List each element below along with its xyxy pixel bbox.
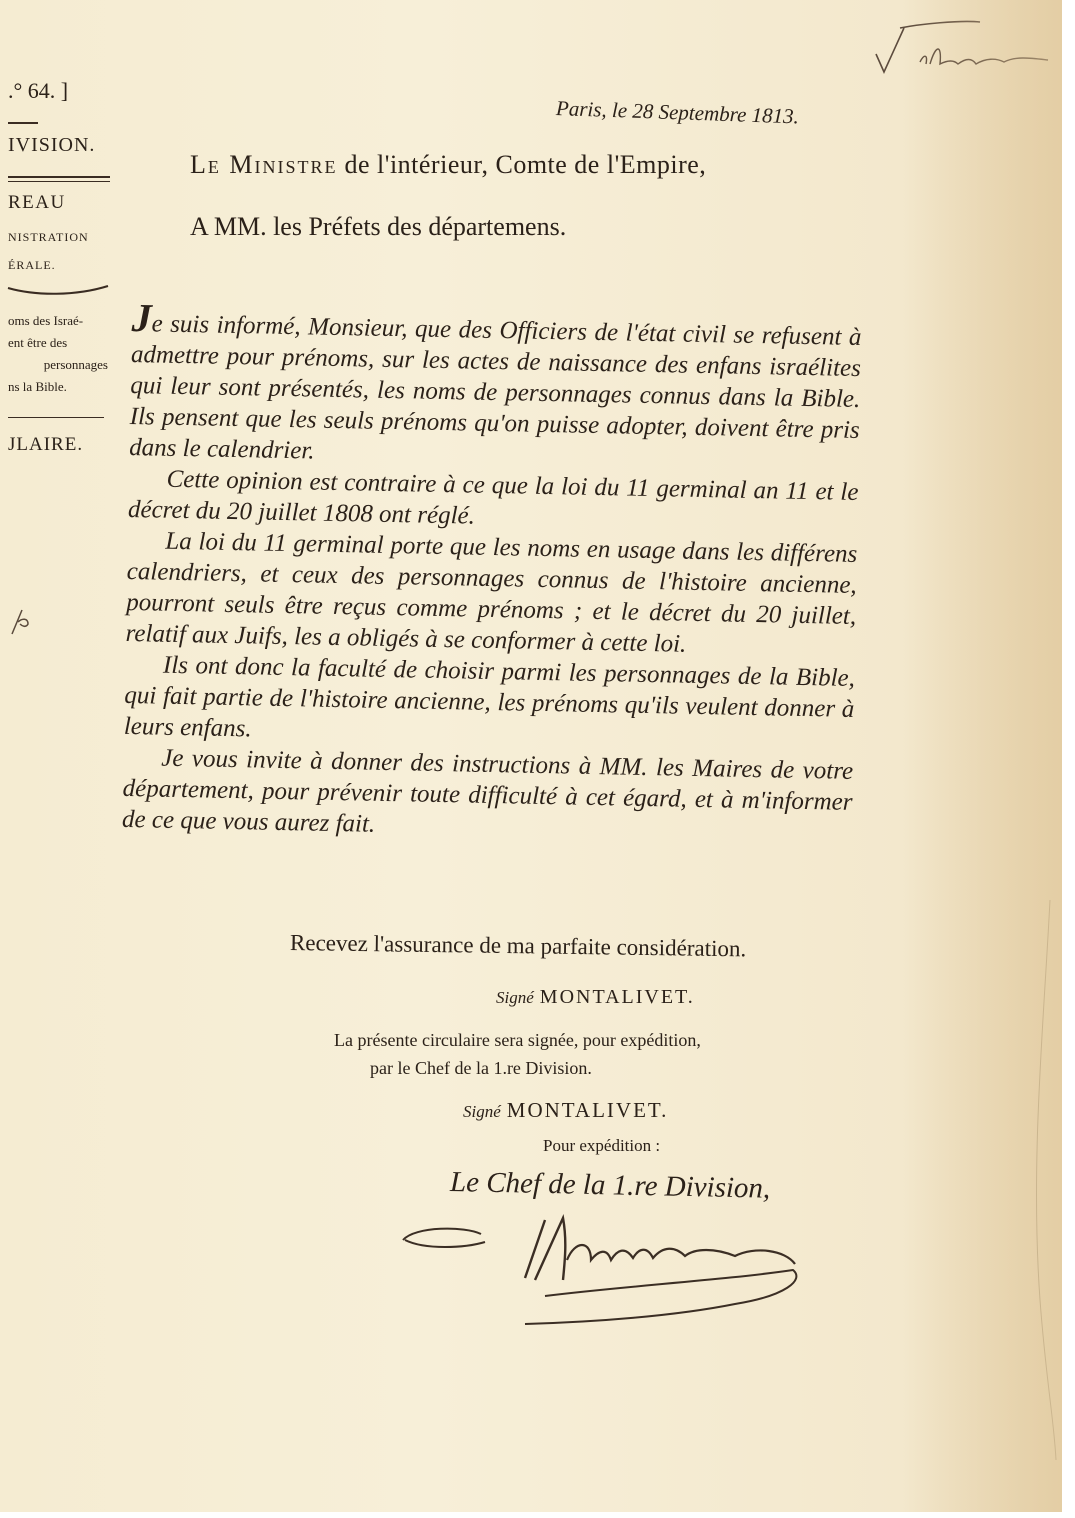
letter-body [121, 295, 862, 849]
circulaire-label: JLAIRE. [8, 434, 84, 455]
generale-label: ÉRALE. [8, 258, 56, 272]
double-rule-bottom [8, 181, 110, 182]
number-rule [8, 122, 38, 124]
summary-line: ns la Bible. [8, 379, 67, 394]
double-rule-top [8, 176, 110, 178]
paragraph-text: e suis informé, Monsieur, que des Officiers de l'état civil se refusent à admettre pour prénoms, sur les actes de naissance des enfans israélites qui leur sont présentés, les noms de personnages connus dans la Bible. Ils pensent que les seuls prénoms qu'on puisse adopter, doivent être pris dans le calendrier. [128, 310, 862, 465]
signe-label: Signé [496, 988, 534, 1007]
summary-rule [8, 417, 104, 418]
chef-division: Le Chef de la 1.re Division, [449, 1166, 771, 1205]
expedition-note [334, 1026, 701, 1082]
circular-number: .° 64. ] [8, 78, 69, 103]
fold-line [1010, 900, 1070, 1460]
signatory-name: MONTALIVET. [506, 1098, 669, 1122]
sender-heading [190, 150, 706, 180]
pour-expedition: Pour expédition : [543, 1136, 661, 1155]
handwritten-margin-mark [8, 604, 32, 638]
closing-formula: Recevez l'assurance de ma parfaite considération. [289, 930, 747, 962]
dateline: Paris, le 28 Septembre 1813. [555, 96, 800, 129]
bureau-label: REAU [8, 192, 66, 213]
second-signature-line [463, 1098, 668, 1123]
sender-rest: de l'intérieur, Comte de l'Empire, [337, 150, 707, 179]
handwritten-top-note [870, 14, 1060, 84]
paragraph: Cette opinion est contraire à ce que la loi du 11 germinal an 11 et le décret du 20 juillet 1808 ont réglé. [127, 465, 859, 530]
paragraph [128, 295, 862, 477]
division-label: IVISION. [8, 134, 96, 156]
note-line: par le Chef de la 1.re Division. [370, 1058, 592, 1078]
summary-line: oms des Israé- [8, 313, 84, 328]
paragraph: La loi du 11 germinal porte que les noms en usage dans les différens calendriers, et ceux des personnages connus de l'histoire ancienne, pourront seuls être reçus comme prénoms ; et le décret du 20 juillet, relatif aux Juifs, les a obligés à se conformer à cette loi. [125, 527, 858, 658]
margin-summary [8, 310, 108, 398]
handwritten-signature [395, 1200, 815, 1340]
first-signature-line [496, 986, 695, 1009]
recipients-heading: A MM. les Préfets des départemens. [190, 212, 567, 241]
signatory-name: MONTALIVET. [539, 986, 695, 1008]
summary-line: ent être des [8, 335, 68, 350]
summary-line: personnages [43, 357, 108, 372]
paragraph: Je vous invite à donner des instructions à MM. les Maires de votre département, pour prévenir toute difficulté à cet égard, et à m'informer de ce que vous aurez fait. [121, 744, 854, 838]
drop-cap: J [131, 295, 153, 341]
paragraph: Ils ont donc la faculté de choisir parmi les personnages de la Bible, qui fait partie de l'histoire ancienne, les prénoms qu'ils veulent donner à leurs enfans. [123, 651, 856, 743]
note-line: La présente circulaire sera signée, pour expédition, [334, 1030, 701, 1050]
signe-label: Signé [463, 1102, 501, 1121]
administration-label: NISTRATION [8, 230, 89, 244]
sender-title: Le Ministre [190, 150, 338, 179]
swash-ornament [6, 282, 110, 298]
